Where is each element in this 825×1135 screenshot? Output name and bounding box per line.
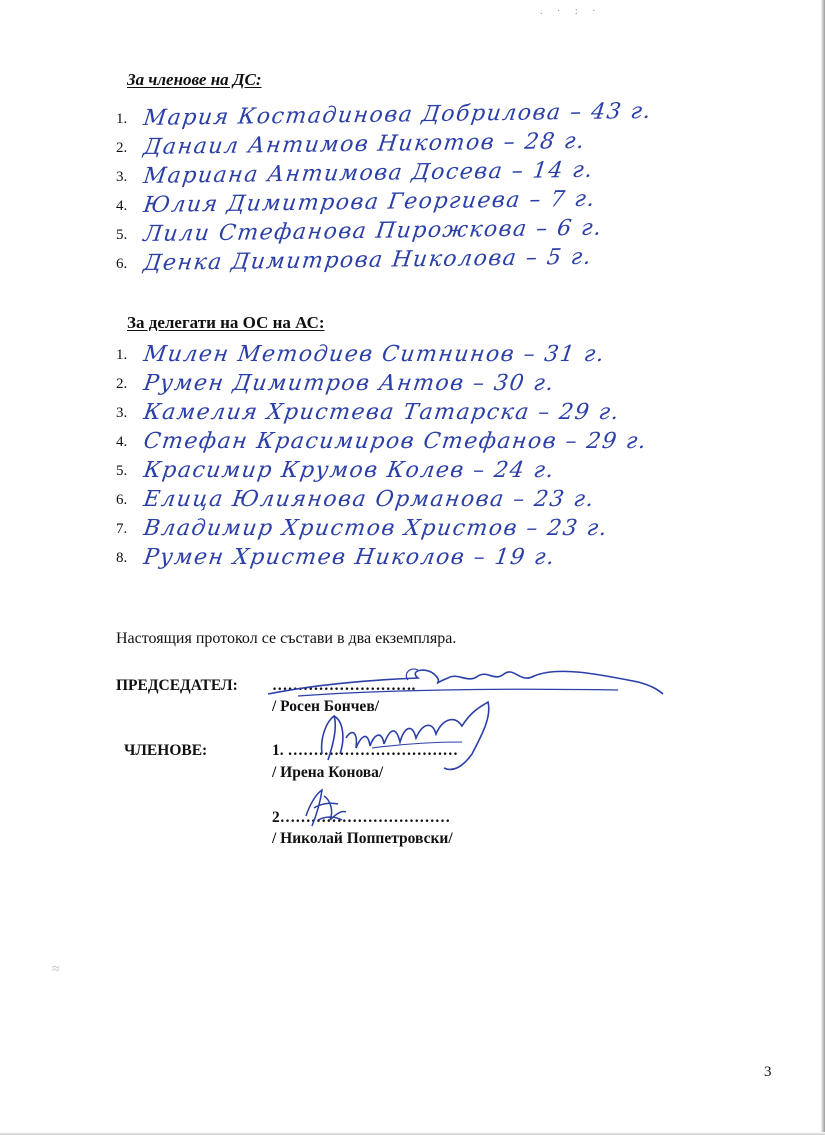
handwritten-entry: Лили Стефанова Пирожкова – 6 г. bbox=[142, 215, 605, 247]
item-number: 5. bbox=[116, 463, 128, 479]
member2-name: / Николай Поппетровски/ bbox=[272, 830, 453, 847]
item-number: 3. bbox=[116, 169, 128, 185]
handwritten-entry: Мариана Антимова Досева – 14 г. bbox=[142, 157, 596, 189]
page-edge bbox=[821, 0, 825, 1135]
handwritten-entry: Красимир Крумов Колев – 24 г. bbox=[142, 458, 557, 483]
item-number: 2. bbox=[116, 376, 128, 392]
member2-signature-line: 2…………………………… bbox=[272, 809, 451, 826]
handwritten-entry: Стефан Красимиров Стефанов – 29 г. bbox=[142, 429, 649, 454]
chairman-signature-line: ………………………. bbox=[272, 677, 416, 694]
item-number: 5. bbox=[116, 227, 128, 243]
handwritten-entry: Румен Димитров Антов – 30 г. bbox=[142, 371, 557, 396]
handwritten-entry: Денка Димитрова Николова – 5 г. bbox=[142, 244, 594, 276]
handwritten-entry: Камелия Христева Татарска – 29 г. bbox=[142, 400, 622, 425]
item-number: 6. bbox=[116, 256, 128, 272]
scan-mark: ≈ bbox=[52, 962, 60, 977]
item-number: 1. bbox=[116, 111, 128, 127]
member1-signature-line: 1. …………………………… bbox=[272, 742, 458, 759]
item-number: 6. bbox=[116, 492, 128, 508]
chairman-title: ПРЕДСЕДАТЕЛ: bbox=[116, 677, 238, 694]
member2-signature bbox=[300, 786, 350, 830]
item-number: 4. bbox=[116, 198, 128, 214]
handwritten-entry: Мария Костадинова Добрилова – 43 г. bbox=[142, 98, 654, 131]
item-number: 2. bbox=[116, 140, 128, 156]
chairman-name: / Росен Бончев/ bbox=[272, 698, 379, 715]
page-number: 3 bbox=[764, 1064, 772, 1080]
closing-note: Настоящия протокол се състави в два екземпляра. bbox=[116, 630, 457, 647]
handwritten-entry: Румен Христев Николов – 19 г. bbox=[142, 545, 558, 570]
handwritten-entry: Юлия Димитрова Георгиева – 7 г. bbox=[142, 186, 598, 218]
handwritten-entry: Елица Юлиянова Орманова – 23 г. bbox=[142, 487, 597, 512]
member1-signature bbox=[312, 698, 502, 778]
section-os-heading: За делегати на ОС на АС: bbox=[127, 313, 325, 332]
item-number: 4. bbox=[116, 434, 128, 450]
handwritten-entry: Милен Методиев Ситнинов – 31 г. bbox=[142, 342, 607, 367]
scan-specks: . · : · bbox=[540, 6, 602, 17]
handwritten-entry: Владимир Христов Христов – 23 г. bbox=[142, 516, 610, 541]
item-number: 1. bbox=[116, 347, 128, 363]
item-number: 7. bbox=[116, 521, 128, 537]
section-ds-heading: За членове на ДС: bbox=[127, 70, 262, 89]
member1-name: / Ирена Конова/ bbox=[272, 764, 384, 781]
item-number: 8. bbox=[116, 550, 128, 566]
item-number: 3. bbox=[116, 405, 128, 421]
handwritten-entry: Данаил Антимов Никотов – 28 г. bbox=[142, 128, 587, 160]
members-title: ЧЛЕНОВЕ: bbox=[124, 742, 208, 759]
